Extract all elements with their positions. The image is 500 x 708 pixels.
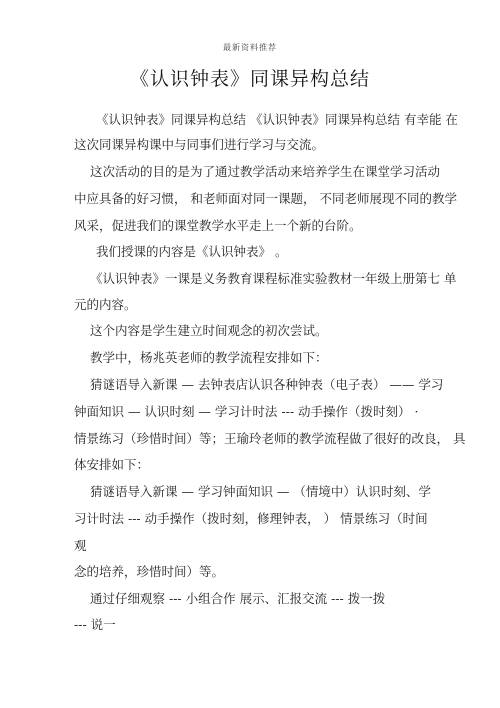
paragraph-line: 钟面知识 — 认识时刻 — 学习计时法 --- 动手操作（拨时刻） · (74, 404, 419, 419)
paragraph-line: 风采，促进我们的课堂教学水平走上一个新的台阶。 (74, 218, 362, 233)
paragraph-line: 习计时法 --- 动手操作（拨时刻，修理钟表， ） 情景练习（时间 (74, 511, 428, 526)
page-header: 最新资料推荐 (223, 43, 277, 52)
paragraph-line: 体安排如下： (74, 457, 150, 472)
paragraph-line: 《认识钟表》一课是义务教育课程标准实验教材一年级上册第七 单 (90, 271, 457, 286)
paragraph-line: 观 (74, 538, 87, 553)
paragraph-line: 元的内容。 (74, 297, 137, 312)
paragraph-line: 这次同课异构课中与同事们进行学习与交流。 (74, 137, 325, 152)
paragraph-line: 我们授课的内容是《认识钟表》 。 (96, 244, 288, 259)
paragraph-line: 猜谜语导入新课 — 学习钟面知识 — （情境中）认识时刻、学 (90, 484, 431, 499)
paragraph-line: 《认识钟表》同课异构总结 《认识钟表》同课异构总结 有幸能 在 (96, 112, 458, 127)
document-title: 《认识钟表》同课异构总结 (129, 68, 370, 90)
paragraph-line: 情景练习（珍惜时间）等；王瑜玲老师的教学流程做了很好的改良， 具 (74, 431, 466, 446)
paragraph-line: 通过仔细观察 --- 小组合作 展示、汇报交流 --- 拨一拨 (90, 591, 386, 606)
paragraph-line: --- 说一 (74, 617, 116, 632)
paragraph-line: 教学中，杨兆英老师的教学流程安排如下： (90, 350, 328, 365)
paragraph-line: 这个内容是学生建立时间观念的初次尝试。 (90, 323, 328, 338)
paragraph-line: 中应具备的好习惯， 和老师面对同一课题， 不同老师展现不同的教学 (74, 191, 457, 206)
paragraph-line: 念的培养，珍惜时间）等。 (74, 564, 225, 579)
paragraph-line: 猜谜语导入新课 — 去钟表店认识各种钟表（电子表） —— 学习 (90, 377, 444, 392)
paragraph-line: 这次活动的目的是为了通过教学活动来培养学生在课堂学习活动 (90, 164, 441, 179)
